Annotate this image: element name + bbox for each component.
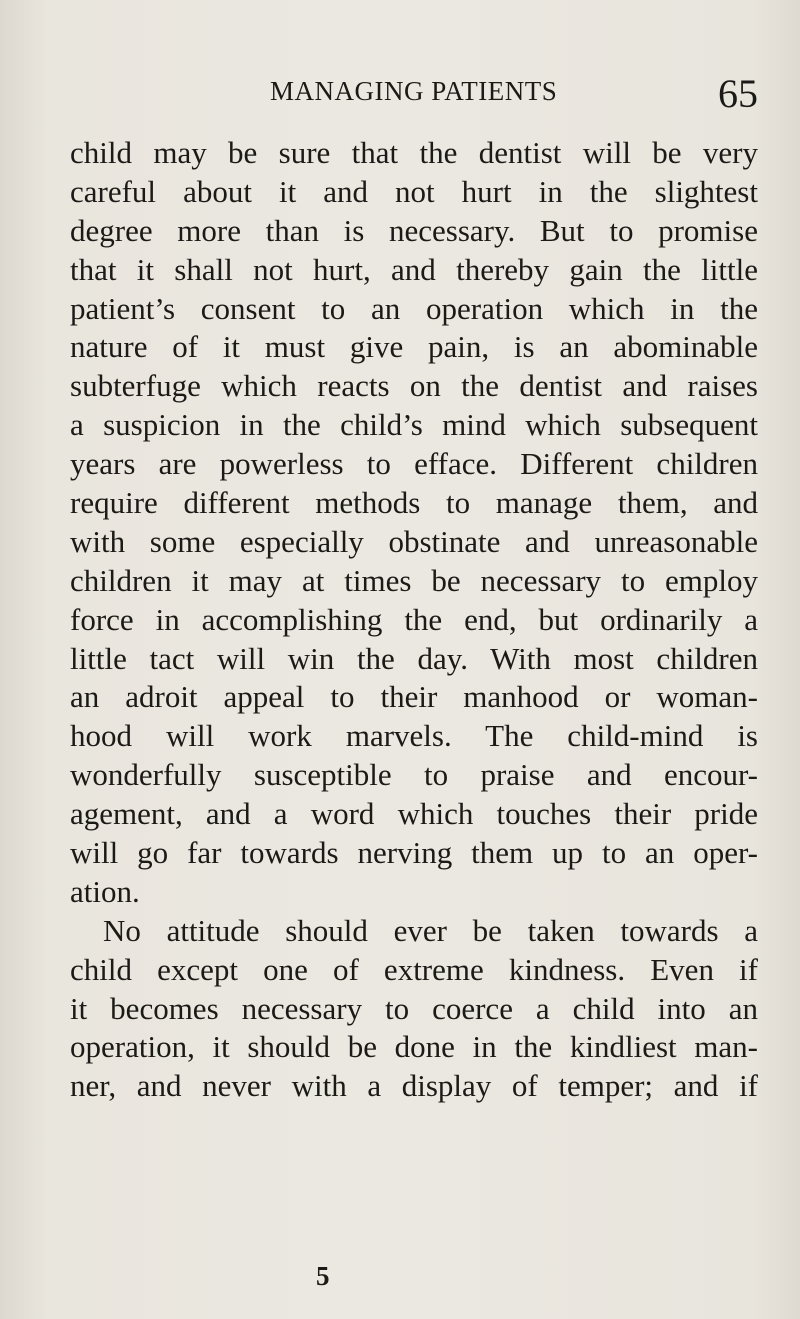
paragraph-end-line: ation. — [70, 873, 140, 909]
text-line: child except one of extreme kindness. Even if — [70, 951, 758, 987]
text-line: little tact will win the day. With most children — [70, 640, 758, 676]
text-line: children it may at times be necessary to employ — [70, 562, 758, 598]
text-line: force in accomplishing the end, but ordinarily a — [70, 601, 758, 637]
body-text — [70, 134, 758, 1106]
paragraph-start-line: No attitude should ever be taken towards a — [103, 912, 758, 948]
text-line: years are powerless to efface. Different children — [70, 446, 758, 482]
text-line: will go far towards nerving them up to an oper- — [70, 835, 758, 871]
text-line: hood will work marvels. The child-mind is — [70, 718, 758, 754]
text-line: a suspicion in the child’s mind which subsequent — [70, 407, 758, 443]
text-line: operation, it should be done in the kindliest man- — [70, 1029, 758, 1065]
text-line: wonderfully susceptible to praise and encour- — [70, 757, 758, 793]
text-line: an adroit appeal to their manhood or woman- — [70, 679, 758, 715]
text-line: agement, and a word which touches their pride — [70, 796, 758, 832]
signature-mark: 5 — [316, 1261, 330, 1291]
running-head — [70, 71, 758, 118]
text-line: with some especially obstinate and unreasonable — [70, 523, 758, 559]
text-line: ner, and never with a display of temper; and if — [70, 1068, 758, 1104]
text-line: patient’s consent to an operation which in the — [70, 290, 758, 326]
page-number: 65 — [718, 71, 758, 116]
text-line: degree more than is necessary. But to promise — [70, 212, 758, 248]
text-line: it becomes necessary to coerce a child into an — [70, 990, 758, 1026]
text-line: that it shall not hurt, and thereby gain the little — [70, 251, 758, 287]
text-line: subterfuge which reacts on the dentist and raises — [70, 368, 758, 404]
text-line: nature of it must give pain, is an abominable — [70, 329, 758, 365]
text-line: child may be sure that the dentist will be very — [70, 135, 758, 170]
text-line: careful about it and not hurt in the slightest — [70, 173, 758, 209]
text-line: require different methods to manage them, and — [70, 485, 758, 521]
running-title: MANAGING PATIENTS — [270, 76, 558, 106]
